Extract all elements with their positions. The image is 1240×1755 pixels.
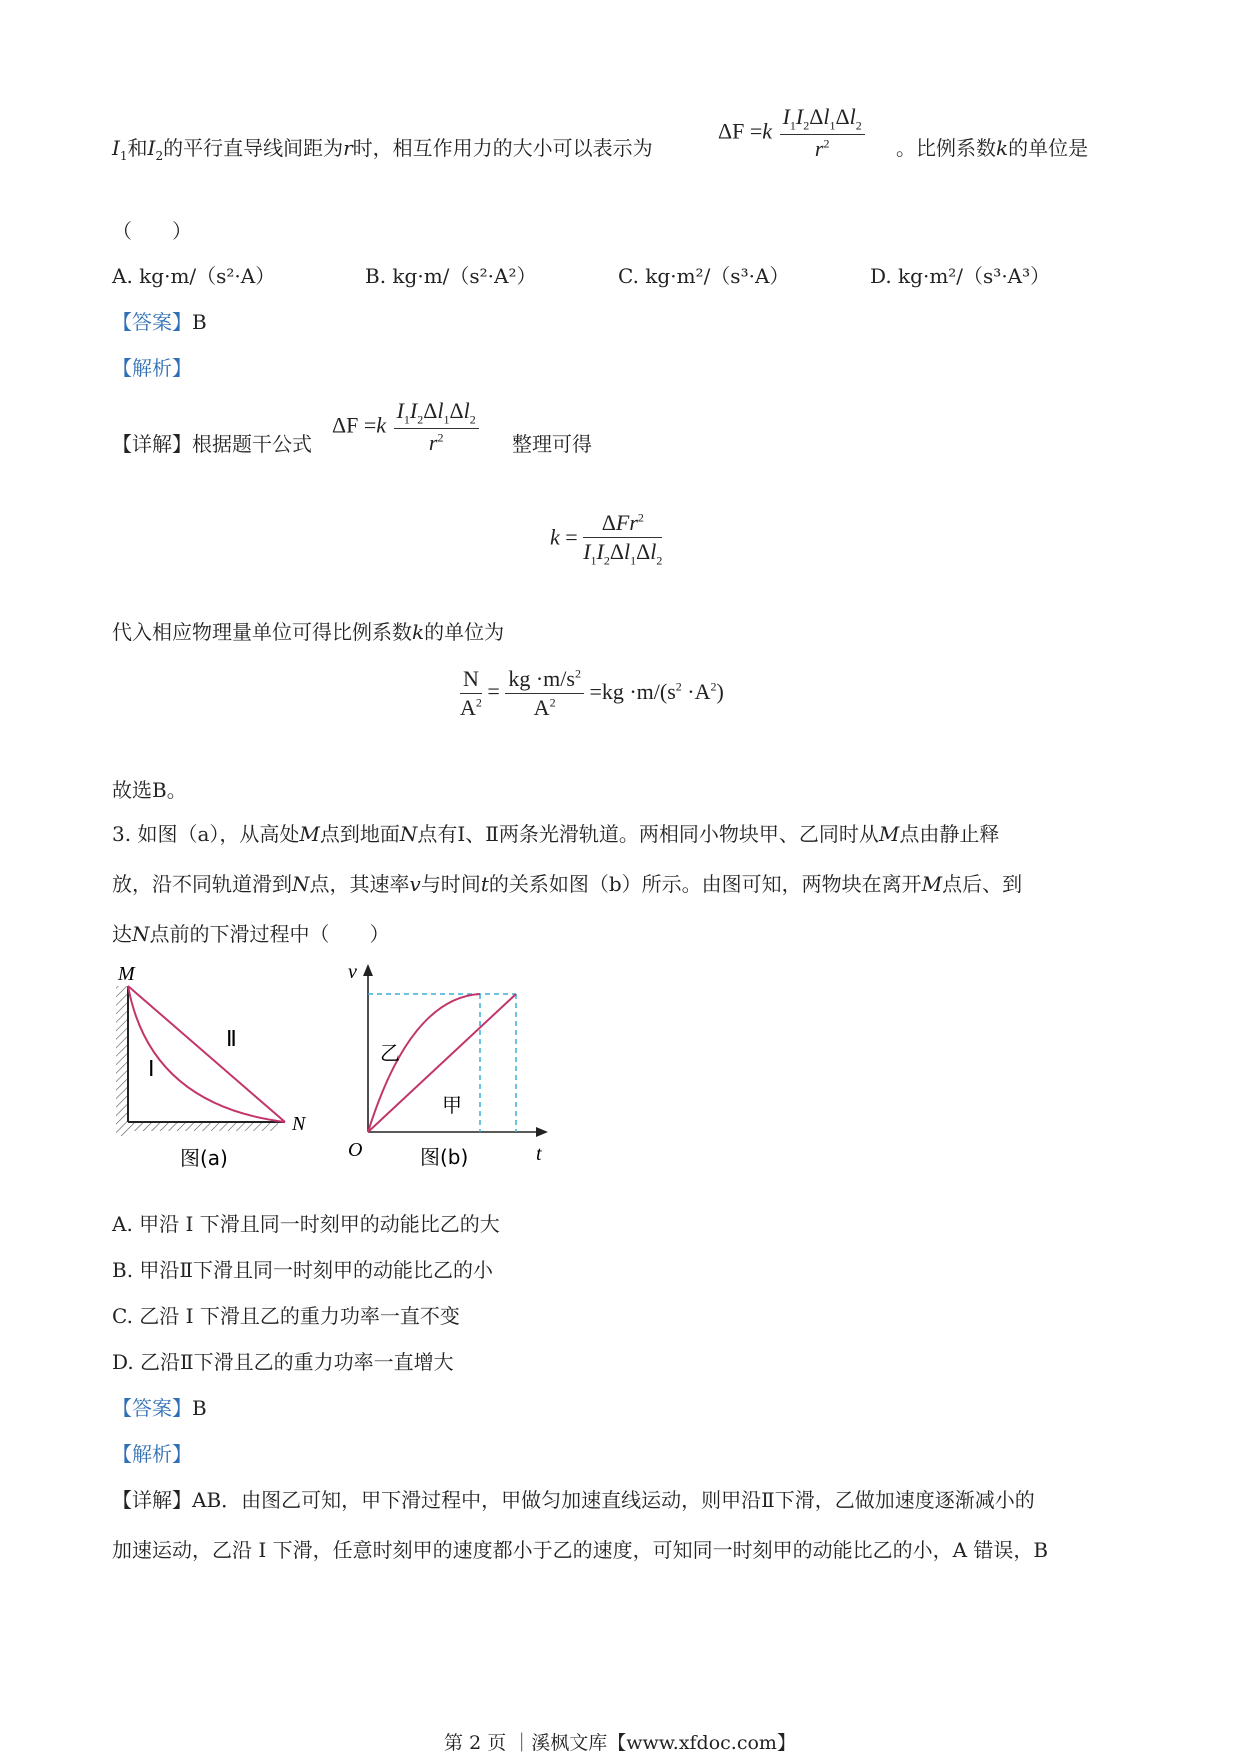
text: AB．由图乙可知，甲下滑过程中，甲做匀加速直线运动，则甲沿Ⅱ下滑，乙做加速度逐渐减小的 [192, 1488, 1035, 1512]
q2-option-b: B. kg·m/（s²·A²） [365, 264, 537, 288]
text: 点，其速率 [309, 872, 410, 896]
q3-stem-line3 [112, 922, 390, 946]
page-footer: 第 2 页 ｜溪枫文库【www.xfdoc.com】 [444, 1732, 796, 1754]
text: 的单位为 [424, 620, 505, 644]
label-yi: 乙 [380, 1041, 400, 1065]
label-N: N [292, 1113, 306, 1135]
q2-option-c: C. kg·m²/（s³·A） [618, 264, 790, 288]
answer-value: B [192, 1396, 207, 1420]
text: 点后、到 [942, 872, 1023, 896]
symbol-N: N [132, 922, 150, 946]
text: 根据题干公式 [192, 432, 312, 456]
q3-stem-line2 [112, 872, 1022, 896]
symbol-M: M [921, 872, 943, 896]
subscript: 2 [155, 149, 164, 163]
symbol-M: M [299, 822, 320, 846]
q3-detail-line1 [112, 1488, 1035, 1512]
q3-option-b: B. 甲沿Ⅱ下滑且同一时刻甲的动能比乙的小 [112, 1258, 494, 1282]
v-axis-arrow [363, 964, 373, 976]
text: 时，相互作用力的大小可以表示为 [352, 136, 653, 160]
track-II [128, 986, 285, 1122]
text: 。比例系数 [896, 136, 996, 160]
text: 的平行直导线间距为 [163, 136, 344, 160]
text: 3. 如图（a），从高处 [112, 822, 300, 846]
ground-hatch [128, 1122, 278, 1131]
answer-value: B [192, 310, 207, 334]
detail-tag: 【详解】 [112, 432, 192, 456]
text: 点前的下滑过程中（ ） [149, 922, 390, 946]
q2-detail [112, 432, 312, 456]
symbol-M: M [878, 822, 900, 846]
q2-conclusion: 故选B。 [112, 778, 187, 802]
q3-option-c: C. 乙沿 I 下滑且乙的重力功率一直不变 [112, 1304, 460, 1328]
caption-b: 图(b) [420, 1145, 469, 1169]
t-axis-arrow [536, 1127, 548, 1137]
analysis-tag: 【解析】 [112, 356, 192, 380]
symbol-N: N [399, 822, 418, 846]
figure-b [340, 960, 560, 1170]
q3-option-a: A. 甲沿 I 下滑且同一时刻甲的动能比乙的大 [112, 1212, 500, 1236]
q3-detail-line2: 加速运动，乙沿 I 下滑，任意时刻甲的速度都小于乙的速度，可知同一时刻甲的动能比乙的小，A 错误，B [112, 1538, 1049, 1562]
q2-option-d: D. kg·m²/（s³·A³） [870, 264, 1051, 288]
subscript: 1 [119, 149, 128, 163]
force-formula: ΔF =k $\frac{I_1I_2\Delta l_1\Delta l_2}{r^2}$ [718, 104, 865, 162]
text: 放，沿不同轨道滑到 [112, 872, 292, 896]
q2-stem-tail [896, 136, 1088, 160]
text: 点由静止释 [899, 822, 1000, 846]
answer-tag: 【答案】 [112, 310, 192, 334]
symbol-k: k [412, 620, 425, 644]
label-jia: 甲 [442, 1093, 462, 1117]
label-I: Ⅰ [148, 1056, 155, 1081]
label-t: t [536, 1143, 542, 1165]
wall-hatch [116, 986, 128, 1136]
text: 与时间 [420, 872, 481, 896]
text: 点到地面 [319, 822, 400, 846]
symbol-I2: I [147, 136, 156, 160]
q2-answer [112, 310, 207, 334]
text: 的关系如图（b）所示。由图可知，两物块在离开 [488, 872, 922, 896]
q2-option-a: A. kg·m/（s²·A） [112, 264, 276, 288]
answer-tag: 【答案】 [112, 1396, 192, 1420]
label-v: v [348, 961, 357, 983]
text: 达 [112, 922, 132, 946]
detail-tag: 【详解】 [112, 1488, 192, 1512]
q3-option-d: D. 乙沿Ⅱ下滑且乙的重力功率一直增大 [112, 1350, 454, 1374]
symbol-r: r [343, 136, 353, 160]
symbol-t: t [480, 872, 489, 896]
text: 和 [127, 136, 148, 160]
symbol-k: k [996, 136, 1009, 160]
symbol-I1: I [112, 136, 120, 160]
symbol-N: N [292, 872, 310, 896]
k-formula: k = $\frac{\Delta Fr^2}{I_1I_2\Delta l_1\Delta l_2}$ [550, 510, 663, 568]
text: 的单位是 [1008, 136, 1089, 160]
q3-stem-line1 [112, 822, 999, 846]
text: 代入相应物理量单位可得比例系数 [112, 620, 412, 644]
figure-a [110, 960, 330, 1170]
force-formula-detail: ΔF =k $\frac{I_1I_2\Delta l_1\Delta l_2}{r^2}$ [332, 398, 479, 456]
label-II: Ⅱ [226, 1026, 237, 1051]
q3-answer [112, 1396, 207, 1420]
q2-units-intro [112, 620, 504, 644]
analysis-tag: 【解析】 [112, 1442, 192, 1466]
text: 整理可得 [512, 432, 592, 456]
unit-formula: $\frac{N}{A^2}$ = $\frac{kg \cdot m/s^2}{A^2}$ $=kg \cdot m/(s^2 \cdot A^2)$ [460, 666, 724, 720]
answer-paren: （ ） [112, 219, 192, 243]
label-O: O [348, 1139, 363, 1161]
symbol-v: v [409, 872, 421, 896]
label-M: M [118, 963, 135, 985]
caption-a: 图(a) [180, 1146, 228, 1170]
text: 点有Ⅰ、Ⅱ两条光滑轨道。两相同小物块甲、乙同时从 [417, 822, 879, 846]
q2-stem-line [112, 136, 653, 168]
